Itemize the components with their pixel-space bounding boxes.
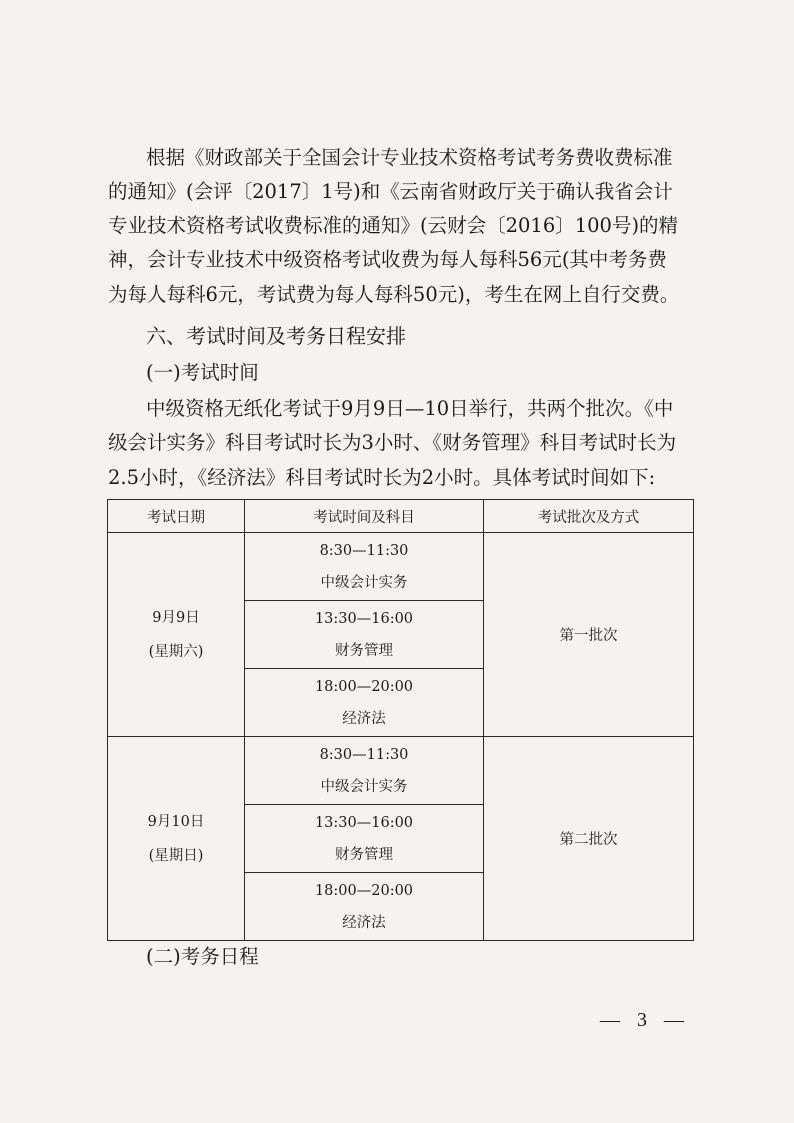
exam-schedule-table xyxy=(107,499,694,941)
weekday-text: (星期日) xyxy=(148,847,204,864)
time-text: 13:30—16:00 xyxy=(314,610,414,627)
time-subject-cell xyxy=(245,873,484,941)
subject-text: 经济法 xyxy=(342,914,386,931)
subject-text: 财务管理 xyxy=(335,642,393,659)
table-row xyxy=(108,737,694,805)
subject-text: 中级会计实务 xyxy=(320,574,408,591)
subject-text: 财务管理 xyxy=(335,846,393,863)
paragraph-line-5: 为每人每科6元，考试费为每人每科50元)，考生在网上自行交费。 xyxy=(108,283,680,306)
time-text: 13:30—16:00 xyxy=(314,814,414,831)
time-subject-cell xyxy=(245,669,484,737)
date-cell xyxy=(108,533,245,737)
date-text: 9月9日 xyxy=(152,609,200,626)
paragraph-line-2: 的通知》(会评〔2017〕1号)和《云南省财政厅关于确认我省会计 xyxy=(108,180,673,203)
header-batch-method: 考试批次及方式 xyxy=(484,500,694,533)
body-line-1: 中级资格无纸化考试于9月9日—10日举行，共两个批次。《中 xyxy=(146,397,674,420)
weekday-text: (星期六) xyxy=(148,643,204,660)
subsection-title-2: (二)考务日程 xyxy=(146,945,259,968)
section-heading: 六、考试时间及考务日程安排 xyxy=(146,324,406,348)
header-exam-time-subject: 考试时间及科目 xyxy=(245,500,484,533)
paragraph-line-4: 神，会计专业技术中级资格考试收费为每人每科56元(其中考务费 xyxy=(108,248,667,271)
paragraph-line-1: 根据《财政部关于全国会计专业技术资格考试考务费收费标准 xyxy=(146,146,673,169)
subject-text: 经济法 xyxy=(342,710,386,727)
table-row xyxy=(108,533,694,601)
time-subject-cell xyxy=(245,805,484,873)
date-text: 9月10日 xyxy=(147,813,205,830)
time-subject-cell xyxy=(245,533,484,601)
time-text: 8:30—11:30 xyxy=(319,746,409,763)
table-header-row xyxy=(108,500,694,533)
subsection-title-1: (一)考试时间 xyxy=(146,361,259,384)
paragraph-line-3: 专业技术资格考试收费标准的通知》(云财会〔2016〕100号)的精 xyxy=(108,214,679,237)
time-text: 18:00—20:00 xyxy=(314,882,414,899)
batch-cell: 第二批次 xyxy=(484,737,694,941)
body-line-2: 级会计实务》科目考试时长为3小时、《财务管理》科目考试时长为 xyxy=(108,431,677,454)
header-exam-date: 考试日期 xyxy=(108,500,245,533)
subject-text: 中级会计实务 xyxy=(320,778,408,795)
page-number: — 3 — xyxy=(600,1009,690,1031)
time-text: 8:30—11:30 xyxy=(319,542,409,559)
time-subject-cell xyxy=(245,601,484,669)
body-line-3: 2.5小时，《经济法》科目考试时长为2小时。具体考试时间如下: xyxy=(108,466,656,489)
date-cell xyxy=(108,737,245,941)
batch-cell: 第一批次 xyxy=(484,533,694,737)
time-subject-cell xyxy=(245,737,484,805)
time-text: 18:00—20:00 xyxy=(314,678,414,695)
